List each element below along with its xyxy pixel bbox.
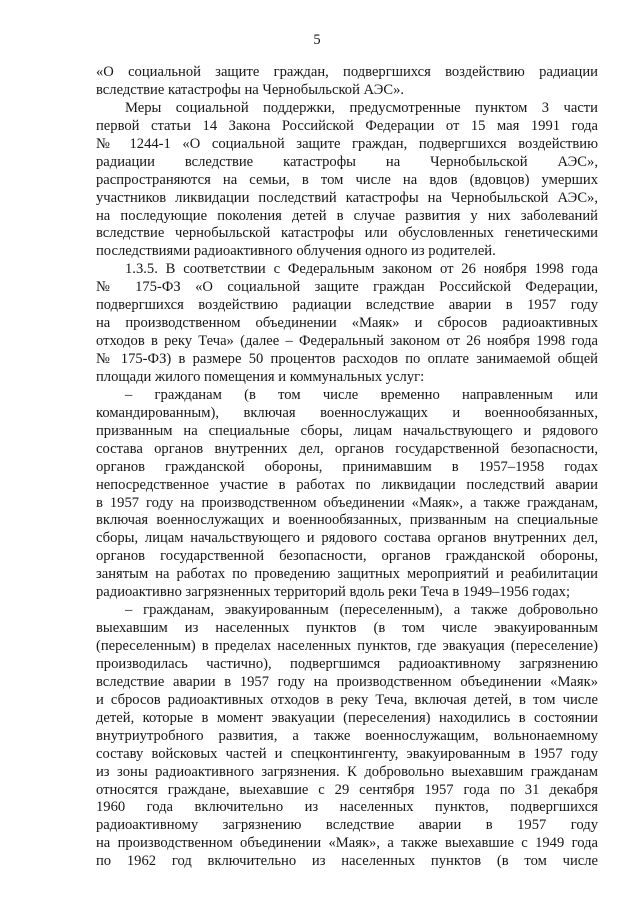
- text-line: и сбросов радиоактивных отходов в реку Теча, включая детей, в том числе: [96, 691, 598, 708]
- text-line: последствиями радиоактивного облучения одного из родителей.: [96, 243, 496, 260]
- text-line: – гражданам (в том числе временно направленным или: [125, 386, 598, 403]
- text-line: «О социальной защите граждан, подвергшихся воздействию радиации: [96, 64, 598, 80]
- text-line: площади жилого помещения и коммунальных услуг:: [96, 368, 425, 385]
- text-line: № 175-ФЗ «О социальной защите граждан Российской Федерации,: [96, 279, 598, 296]
- text-line: занятым на работах по проведению защитных мероприятий и реабилитации: [96, 566, 598, 583]
- text-line: 1960 года включительно из населенных пунктов, подвергшихся: [96, 799, 598, 816]
- text-line: (переселенным) в пределах населенных пунктов, где эвакуация (переселение): [96, 638, 598, 654]
- text-line: призванным на специальные сборы, лицам начальствующего и рядового: [96, 422, 598, 439]
- text-line: радиоактивному загрязнению вследствие аварии в 1957 году: [96, 817, 598, 834]
- text-line: в 1957 году на производственном объединении «Маяк», а также гражданам,: [96, 494, 598, 511]
- body-text: [96, 64, 598, 871]
- text-line: внутриутробного развития, а также военнослужащим, вольнонаемному: [96, 727, 598, 744]
- text-line: вследствие катастрофы на Чернобыльской АЭС».: [96, 81, 405, 98]
- text-line: радиации вследствие катастрофы на Чернобыльской АЭС»,: [96, 153, 598, 170]
- text-line: радиоактивно загрязненных территорий вдоль реки Теча в 1949–1956 годах;: [96, 584, 570, 601]
- text-line: вследствие аварии в 1957 году на производственном объединении «Маяк»: [96, 673, 598, 690]
- text-line: № 1244-1 «О социальной защите граждан, подвергшихся воздействию: [96, 135, 598, 152]
- text-line: составу войсковых частей и спецконтингенту, эвакуированным в 1957 году: [96, 745, 598, 762]
- text-line: по 1962 год включительно из населенных пунктов (в том числе: [96, 853, 598, 870]
- text-line: 1.3.5. В соответствии с Федеральным законом от 26 ноября 1998 года: [125, 261, 598, 278]
- text-line: на производственном объединении «Маяк» и сбросов радиоактивных: [96, 315, 598, 332]
- text-line: – гражданам, эвакуированным (переселенным), а также добровольно: [125, 602, 598, 619]
- text-line: распространяются на семьи, в том числе на вдов (вдовцов) умерших: [96, 171, 598, 188]
- text-line: выехавшим из населенных пунктов (в том числе эвакуированным: [96, 620, 598, 637]
- text-line: производилась частично), подвергшимся радиоактивному загрязнению: [96, 655, 598, 672]
- text-line: вследствие чернобыльской катастрофы или обусловленных генетическими: [96, 225, 598, 242]
- text-line: Меры социальной поддержки, предусмотренные пунктом 3 части: [125, 99, 598, 116]
- text-line: из зоны радиоактивного загрязнения. К добровольно выехавшим гражданам: [96, 763, 598, 780]
- text-line: органов государственной безопасности, органов гражданской обороны,: [96, 548, 598, 565]
- text-line: командированным), включая военнослужащих и военнообязанных,: [96, 404, 598, 421]
- text-line: на производственном объединении «Маяк», а также выехавшие с 1949 года: [96, 835, 598, 852]
- text-line: № 175-ФЗ) в размере 50 процентов расходов по оплате занимаемой общей: [96, 351, 598, 367]
- text-line: на последующие поколения детей в случае развития у них заболеваний: [96, 207, 598, 224]
- text-line: подвергшихся воздействию радиации вследствие аварии в 1957 году: [96, 297, 598, 314]
- text-line: органов гражданской обороны, принимавшим в 1957–1958 годах: [96, 458, 598, 475]
- text-line: относятся граждане, выехавшие с 29 сентября 1957 года по 31 декабря: [96, 781, 598, 798]
- text-line: участников ликвидации последствий катастрофы на Чернобыльской АЭС»,: [96, 189, 598, 206]
- text-line: первой статьи 14 Закона Российской Федерации от 15 мая 1991 года: [96, 117, 598, 134]
- text-line: непосредственное участие в работах по ликвидации последствий аварии: [96, 476, 598, 493]
- text-line: включая военнослужащих и военнообязанных, призванным на специальные: [96, 512, 598, 529]
- text-line: детей, которые в момент эвакуации (переселения) находились в состоянии: [96, 709, 598, 726]
- text-line: отходов в реку Теча» (далее – Федеральный законом от 26 ноября 1998 года: [96, 333, 598, 350]
- page-number: 5: [313, 32, 321, 48]
- text-line: состава органов внутренних дел, органов государственной безопасности,: [96, 440, 598, 457]
- text-line: сборы, лицам начальствующего и рядового состава органов внутренних дел,: [96, 530, 598, 547]
